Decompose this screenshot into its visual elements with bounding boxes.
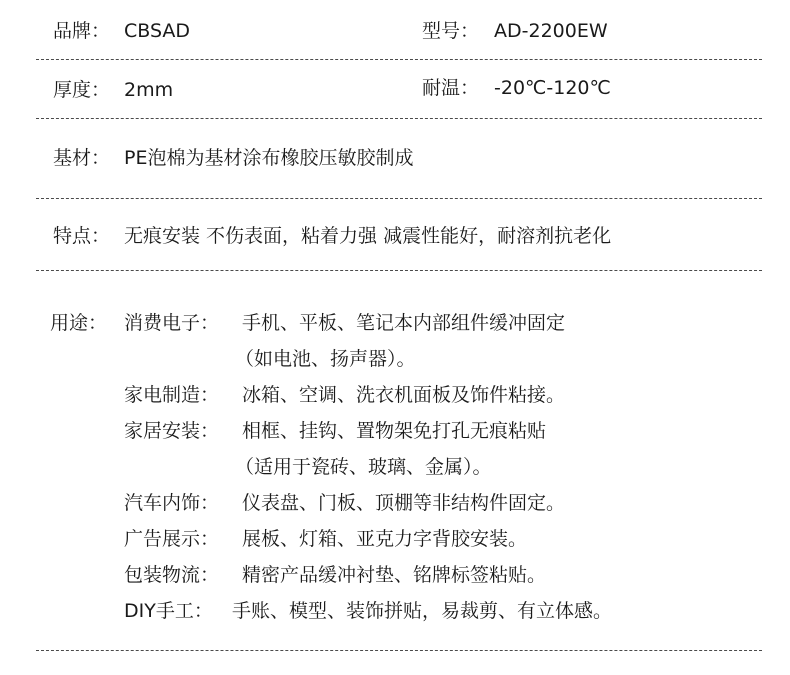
- usage-category: DIY手工：: [124, 600, 213, 622]
- usage-category: 家居安装：: [124, 420, 220, 442]
- divider: [36, 650, 762, 651]
- thickness-label: 厚度：: [53, 79, 111, 101]
- divider: [36, 59, 762, 60]
- divider: [36, 118, 762, 119]
- features-value: 无痕安装 不伤表面，粘着力强 减震性能好，耐溶剂抗老化: [124, 225, 612, 247]
- temperature-value: -20℃-120℃: [494, 77, 611, 99]
- usage-text: 手账、模型、装饰拼贴，易裁剪、有立体感。: [232, 600, 613, 622]
- features-label: 特点：: [53, 225, 111, 247]
- thickness-value: 2mm: [124, 79, 174, 101]
- usage-category: 广告展示：: [124, 528, 220, 550]
- model-label: 型号：: [422, 20, 480, 42]
- divider: [36, 270, 762, 271]
- temperature-label: 耐温：: [422, 77, 480, 99]
- usage-text-continuation: （如电池、扬声器）。: [235, 348, 416, 370]
- usage-category: 家电制造：: [124, 384, 220, 406]
- material-value: PE泡棉为基材涂布橡胶压敏胶制成: [124, 147, 414, 169]
- material-label: 基材：: [53, 147, 111, 169]
- usage-category: 汽车内饰：: [124, 492, 220, 514]
- usage-category: 消费电子：: [124, 312, 220, 334]
- usage-text-continuation: （适用于瓷砖、玻璃、金属）。: [235, 456, 492, 478]
- usage-label: 用途：: [50, 312, 108, 334]
- usage-text: 相框、挂钩、置物架免打孔无痕粘贴: [242, 420, 547, 442]
- usage-category: 包装物流：: [124, 564, 220, 586]
- model-value: AD-2200EW: [494, 20, 608, 42]
- brand-label: 品牌：: [53, 20, 111, 42]
- usage-text: 冰箱、空调、洗衣机面板及饰件粘接。: [242, 384, 566, 406]
- usage-text: 仪表盘、门板、顶棚等非结构件固定。: [242, 492, 566, 514]
- usage-text: 手机、平板、笔记本内部组件缓冲固定: [242, 312, 566, 334]
- usage-text: 展板、灯箱、亚克力字背胶安装。: [242, 528, 528, 550]
- usage-text: 精密产品缓冲衬垫、铭牌标签粘贴。: [242, 564, 547, 586]
- brand-value: CBSAD: [124, 20, 191, 42]
- divider: [36, 198, 762, 199]
